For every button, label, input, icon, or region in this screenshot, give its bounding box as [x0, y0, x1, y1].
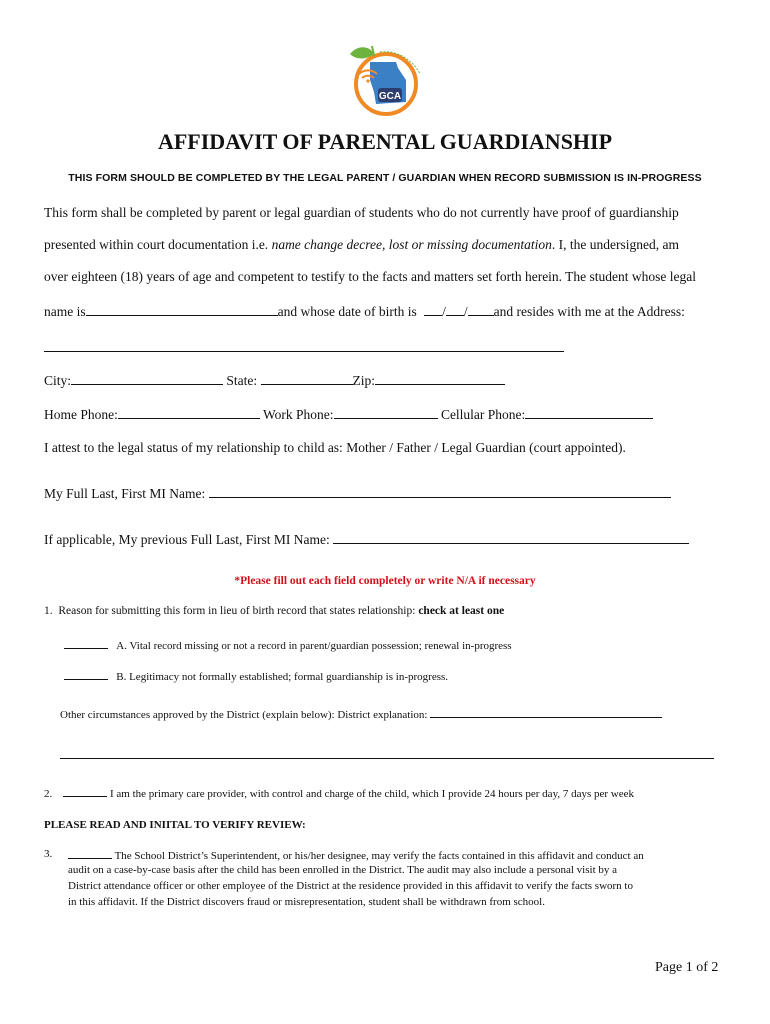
option-b-initial-field[interactable] [64, 669, 108, 680]
student-name-field[interactable] [86, 302, 278, 316]
district-explanation-field[interactable] [430, 707, 662, 718]
page-subtitle: THIS FORM SHOULD BE COMPLETED BY THE LEGAL PARENT / GUARDIAN WHEN RECORD SUBMISSION IS IN-PROGRESS [68, 172, 702, 184]
item-2-initial-field[interactable] [63, 786, 107, 797]
zip-field[interactable] [375, 371, 505, 385]
previous-name-field[interactable] [333, 530, 689, 544]
item-3-num: 3. [44, 848, 53, 860]
full-name-row: My Full Last, First MI Name: [44, 484, 671, 502]
dob-month-field[interactable] [424, 302, 442, 316]
page-title: AFFIDAVIT OF PARENTAL GUARDIANSHIP [157, 129, 613, 154]
intro-line-2: presented within court documentation i.e. name change decree, lost or missing documentation. I, the undersigned, am [44, 237, 679, 252]
item-2: 2. I am the primary care provider, with control and charge of the child, which I provide 24 hours per day, 7 days per week [44, 788, 635, 800]
intro-line-4: name is and whose date of birth is / / and resides with me at the Address: [44, 304, 685, 319]
intro-line-3: over eighteen (18) years of age and competent to testify to the facts and matters set forth herein. The student whose legal [44, 269, 697, 284]
work-phone-field[interactable] [334, 405, 438, 419]
home-phone-field[interactable] [118, 405, 260, 419]
option-a-initial-field[interactable] [64, 638, 108, 649]
attest-statement: I attest to the legal status of my relationship to child as: Mother / Father / Legal Guardian (court appointed). [44, 440, 626, 455]
review-heading: PLEASE READ AND INIITAL TO VERIFY REVIEW: [44, 819, 306, 831]
city-state-zip-row: City: State: Zip: [44, 371, 505, 389]
page-number: Page 1 of 2 [655, 960, 719, 975]
item-3-line-4: in this affidavit. If the District discovers fraud or misrepresentation, student shall be withdrawn from school. [68, 896, 545, 908]
item-3-initial-field[interactable] [68, 848, 112, 859]
cellular-phone-field[interactable] [525, 405, 653, 419]
option-b-row: B. Legitimacy not formally established; formal guardianship is in-progress. [64, 669, 448, 683]
option-a-row: A. Vital record missing or not a record in parent/guardian possession; renewal in-progress [64, 638, 512, 652]
georgia-cyber-academy-logo [340, 40, 432, 118]
item-3-line-3: District attendance officer or other employee of the District at the residence provided in this affidavit to verify the facts sworn to [68, 880, 633, 892]
logo-text: GCA [378, 91, 402, 102]
city-field[interactable] [71, 371, 223, 385]
dob-day-field[interactable] [446, 302, 464, 316]
item-1: 1. Reason for submitting this form in lieu of birth record that states relationship: check at least one [44, 605, 505, 617]
item-3-line-1: The School District’s Superintendent, or his/her designee, may verify the facts contained in this affidavit and conduct an [68, 848, 644, 862]
previous-name-row: If applicable, My previous Full Last, First MI Name: [44, 530, 689, 548]
dob-year-field[interactable] [468, 302, 494, 316]
full-name-field[interactable] [209, 484, 671, 498]
fill-notice: *Please fill out each field completely or write N/A if necessary [234, 575, 536, 587]
address-field[interactable] [44, 343, 564, 352]
phones-row: Home Phone: Work Phone: Cellular Phone: [44, 405, 653, 423]
explanation-line-2[interactable] [60, 750, 714, 759]
other-circumstances-row: Other circumstances approved by the District (explain below): District explanation: [60, 707, 662, 721]
intro-line-1: This form shall be completed by parent or legal guardian of students who do not currently have proof of guardianship [44, 205, 679, 220]
state-field[interactable] [261, 371, 353, 385]
item-3-line-2: audit on a case-by-case basis after the child has been enrolled in the District. The audit may also include a personal visit by a [68, 864, 618, 876]
